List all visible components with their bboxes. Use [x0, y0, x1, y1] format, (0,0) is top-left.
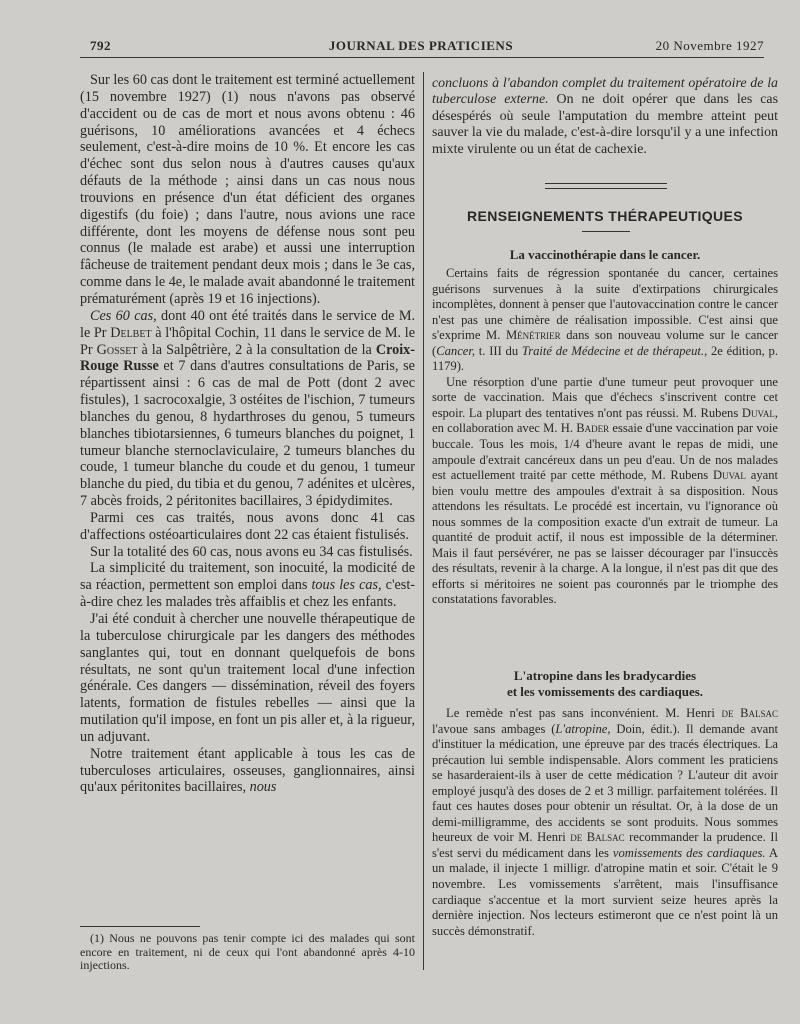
- paragraph: Notre traitement étant applicable à tous les cas de tuberculoses articulaires, osseuses, ganglionnaires, ainsi qu'aux péritonites bacillaires, nous: [80, 745, 415, 796]
- author-name: Delbet: [110, 324, 152, 341]
- article-atropine: [432, 706, 778, 939]
- article-title: L'atropine dans les bradycardies et les vomissements des cardiaques.: [506, 668, 704, 699]
- paragraph: Sur les 60 cas dont le traitement est terminé actuellement (15 novembre 1927) (1) nous n'avons pas observé d'accident ou de cas de mort et nous avons obtenu : 46 guérisons, 10 améliorations avancées et 4 échecs seulement, c'est-à-dire moins de 10 %. Et encore les cas d'échec sont dus selon nous à d'autres causes qu'aux défauts de la méthode ; ainsi dans un cas nous nous trouvions en présence d'un état déficient des organes digestifs (du foie) ; dans l'autre, nous avions une race différente, dont les moyens de défense nous sont peu connus (le malade est arabe) et aussi une interruption fâcheuse de traitement pendant deux mois ; dans le 3e cas, comme dans le 4e, le malade avait abandonné le traitement prématurément (après 19 et 16 injections).: [80, 72, 415, 307]
- paragraph: Ces 60 cas, dont 40 ont été traités dans le service de M. le Pr Delbet à l'hôpital Cochin, 11 dans le service de M. le Pr Gosset à la Salpêtrière, 2 à la consultation de la Croix-Rouge Russe et 7 dans d'autres consultations de Paris, se répartissent ainsi : 6 cas de mal de Pott (dont 2 avec fistules), 1 sacrocoxalgie, 3 ostéites de l'ischion, 7 tumeurs blanches du genou, 8 hydarthroses du genou, 5 tumeurs blanches tibiotarsiennes, 6 tumeurs blanches du poignet, 1 tumeur blanche sternoclaviculaire, 2 tumeurs blanches du coude, 1 tumeur blanche du coude et du genou, 1 tumeur blanche du pied, du tibia et du genou, 7 adénites et ulcères, 7 abcès froids, 2 péritonites bacillaires, 3 épidydimites.: [80, 307, 415, 510]
- section-title: RENSEIGNEMENTS THÉRAPEUTIQUES: [466, 208, 744, 224]
- author-name: de Balsac: [721, 706, 778, 720]
- paragraph: J'ai été conduit à chercher une nouvelle thérapeutique de la tuberculose chirurgicale par les dangers des méthodes sanglantes qui, tout en donnant quelquefois de bons résultats, ne sont qu'un traitement local d'une infection générale. Ces dangers — dissémination, réveil des foyers latents, formation de fistules rebelles — ainsi que la mutilation qu'il impose, en font un pis aller et, à la rigueur, un adjuvant.: [80, 611, 415, 745]
- paragraph: La simplicité du traitement, son inocuité, la modicité de sa réaction, permettent son emploi dans tous les cas, c'est-à-dire chez les malades très affaiblis et chez les enfants.: [80, 560, 415, 611]
- journal-title: JOURNAL DES PRATICIENS: [328, 38, 514, 53]
- right-column-continuation: [432, 76, 778, 158]
- author-name: Ménétrier: [505, 328, 561, 343]
- author-name: Gosset: [96, 341, 138, 358]
- paragraph: Certains faits de régression spontanée du cancer, certaines guérisons survenues à la suite d'extirpations chirurgicales incomplètes, donnent à penser que l'autovaccination contre le cancer n'est pas une chimère de réalisation impossible. C'est ainsi que s'exprime M. Ménétrier dans son nouveau volume sur le cancer (Cancer, t. III du Traité de Médecine et de thérapeut., 2e édition, p. 1179).: [432, 266, 779, 374]
- paragraph: Parmi ces cas traités, nous avons donc 41 cas d'affections ostéoarticulaires dont 22 cas étaient fistulisés.: [80, 509, 415, 543]
- article-vaccinotherapie: [432, 266, 778, 608]
- issue-date: 20 Novembre 1927: [655, 38, 764, 53]
- author-name: Bader: [576, 421, 610, 436]
- paragraph: concluons à l'abandon complet du traitement opératoire de la tuberculose externe. On ne doit opérer que dans les cas désespérés où seule l'amputation du membre atteint peut sauver la vie du malade, c'est-à-dire lorsqu'il y a une infection mixte virulente ou un état de cachexie.: [432, 76, 779, 157]
- author-name: Duval: [741, 405, 775, 420]
- author-name: de Balsac: [570, 830, 625, 845]
- paragraph: Sur la totalité des 60 cas, nous avons eu 34 cas fistulisés.: [90, 543, 413, 560]
- column-divider: [423, 72, 424, 970]
- page-number: 792: [90, 38, 111, 53]
- double-rule: [545, 183, 667, 189]
- institution-name: Croix-Rouge Russe: [80, 341, 415, 375]
- paragraph: Une résorption d'une partie d'une tumeur peut provoquer une sorte de vaccination. Mais que d'échecs s'inscrivent contre cet espoir. La plupart des tentatives n'ont pas réussi. M. Rubens Duval, en collaboration avec M. H. Bader essaie d'une vaccination par voie buccale. Tous les mois, 1/4 d'heure avant le repas de midi, une ampoule d'extrait cancéreux dans un peu d'eau. Un de nos malades est actuellement traité par cette méthode, M. Rubens Duval ayant bien voulu mettre des ampoules d'extrait à sa disposition. Nous attendons les résultats. Le procédé est incertain, vu l'ignorance où nous sommes de la composition exacte d'un extrait de tumeur. La quantité de produit actif, il nous est impossible de la déterminer. Mais il faut persévérer, ne pas se laisser décourager par l'insuccès des résultats, revenir à la charge. A la longue, il n'est pas dit que des efforts si méritoires ne soient pas couronnés par le triomphe des constatations favorables.: [432, 374, 779, 607]
- title-underline: [582, 231, 630, 232]
- footnote: (1) Nous ne pouvons pas tenir compte ici des malades qui sont encore en traitement, ni de ceux qui l'ont abandonné après 4-10 injections.: [80, 931, 415, 972]
- footnote-rule: [80, 926, 200, 927]
- header-rule: [80, 57, 764, 58]
- left-column: [80, 72, 415, 796]
- paragraph: Le remède n'est pas sans inconvénient. M. Henri de Balsac l'avoue sans ambages (L'atropine, Doin, édit.). Il demande avant d'instituer la médication, une épreuve par des tracés électriques. La précaution lui semble indispensable. Alors comment les praticiens se hasarderaient-ils à user de cette médication ? L'auteur dit avoir employé jusqu'à des doses de 2 et 3 milligr. parfaitement tolérées. Il faut ces hautes doses pour obtenir un résultat. Or, à la dose de un demi-milligramme, des accidents se sont produits. Nous sommes heureux de voir M. Henri de Balsac recommander la prudence. Il s'est servi du médicament dans les vomissements des cardiaques. A un malade, il injecte 1 milligr. d'atropine matin et soir. C'était le 9 novembre. Les vomissements s'arrêtent, mais l'insuffisance cardiaque s'accentue et la mort survient seize heures après la dernière injection. Nos lecteurs estimeront que ce n'est point là un succès démonstratif.: [432, 706, 779, 938]
- author-name: Duval: [713, 468, 746, 483]
- article-title: La vaccinothérapie dans le cancer.: [509, 247, 701, 262]
- running-header: [78, 38, 764, 58]
